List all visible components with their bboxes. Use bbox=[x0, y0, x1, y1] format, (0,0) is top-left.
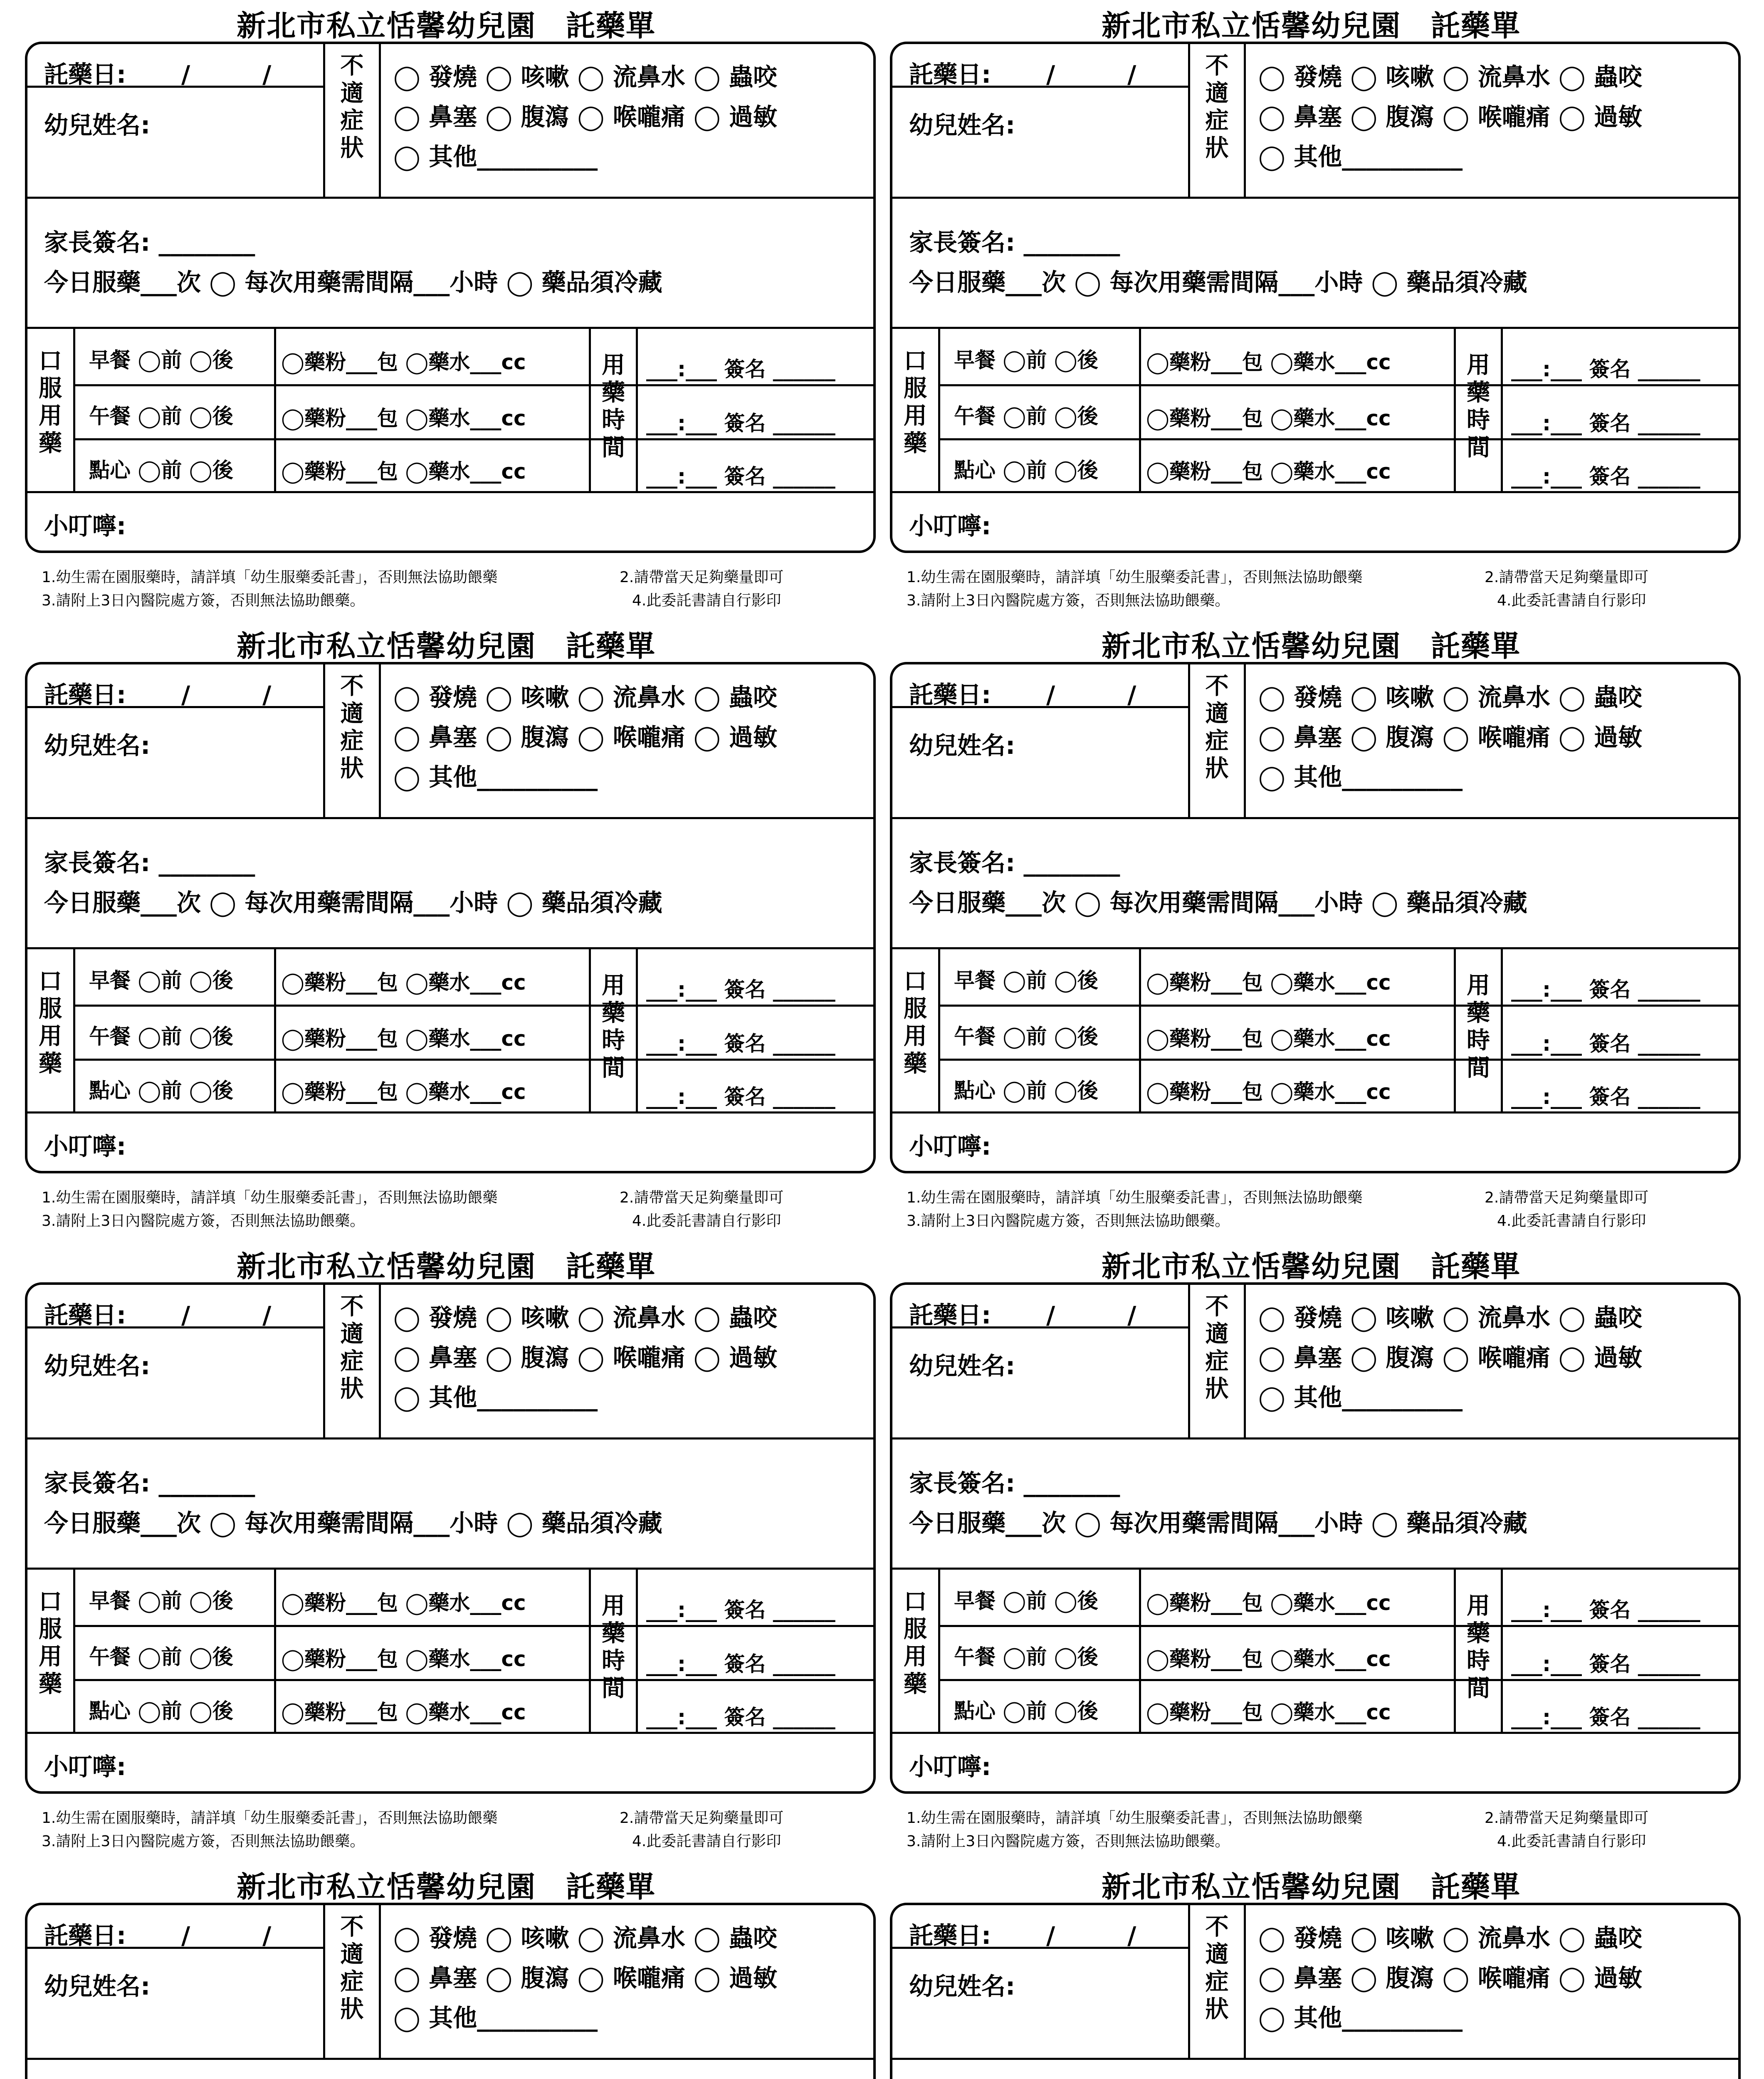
symptom-options-row3[interactable]: ◯ 其他__________ bbox=[1258, 143, 1463, 171]
lunch-time-signature[interactable]: ___:___ 簽名 ______ bbox=[646, 1032, 835, 1056]
form-frame bbox=[25, 662, 876, 1173]
date-label: 託藥日: bbox=[44, 60, 126, 89]
symptom-options-row3[interactable]: ◯ 其他__________ bbox=[393, 763, 598, 791]
footnote-1: 1.幼生需在園服藥時，請詳填「幼生服藥委託書」，否則無法協助餵藥 bbox=[42, 1810, 498, 1827]
footnote-3: 3.請附上3日內醫院處方簽，否則無法協助餵藥。 bbox=[907, 592, 1230, 609]
form-frame bbox=[890, 662, 1741, 1173]
divider-line bbox=[27, 1437, 876, 1439]
medication-time-header: 用 藥 時 間 bbox=[1467, 352, 1490, 461]
date-field[interactable]: / / bbox=[181, 1301, 272, 1329]
symptom-header: 不 適 症 狀 bbox=[1205, 1914, 1229, 2023]
symptom-options-row1[interactable]: ◯ 發燒 ◯ 咳嗽 ◯ 流鼻水 ◯ 蟲咬 bbox=[1258, 1304, 1642, 1332]
breakfast-dose[interactable]: ◯藥粉___包 ◯藥水___cc bbox=[1146, 350, 1391, 374]
divider-line bbox=[1501, 1568, 1503, 1732]
footnote-4: 4.此委託書請自行影印 bbox=[1497, 592, 1646, 609]
symptom-options-row1[interactable]: ◯ 發燒 ◯ 咳嗽 ◯ 流鼻水 ◯ 蟲咬 bbox=[393, 683, 777, 711]
breakfast-time-signature[interactable]: ___:___ 簽名 ______ bbox=[646, 357, 835, 381]
divider-line bbox=[73, 1679, 876, 1681]
lunch-timing[interactable]: 午餐 ◯前 ◯後 bbox=[954, 1025, 1098, 1049]
medication-form-card bbox=[886, 620, 1737, 1238]
breakfast-dose[interactable]: ◯藥粉___包 ◯藥水___cc bbox=[1146, 1591, 1391, 1615]
date-field[interactable]: / / bbox=[1046, 1301, 1136, 1329]
divider-line bbox=[274, 947, 276, 1111]
footnote-2: 2.請帶當天足夠藥量即可 bbox=[620, 569, 784, 586]
medication-form-card bbox=[886, 0, 1737, 618]
divider-line bbox=[73, 1568, 75, 1732]
symptom-header: 不 適 症 狀 bbox=[1205, 52, 1229, 162]
oral-medication-header: 口 服 用 藥 bbox=[904, 1588, 927, 1698]
dosage-instructions[interactable]: 今日服藥___次 ◯ 每次用藥需間隔___小時 ◯ 藥品須冷藏 bbox=[909, 889, 1527, 917]
divider-line bbox=[938, 1059, 1741, 1061]
footnote-3: 3.請附上3日內醫院處方簽，否則無法協助餵藥。 bbox=[42, 1212, 365, 1230]
symptom-options-row2[interactable]: ◯ 鼻塞 ◯ 腹瀉 ◯ 喉嚨痛 ◯ 過敏 bbox=[1258, 723, 1642, 751]
child-name-label: 幼兒姓名: bbox=[44, 111, 151, 139]
breakfast-time-signature[interactable]: ___:___ 簽名 ______ bbox=[1511, 978, 1700, 1002]
reminder-label: 小叮嚀: bbox=[44, 512, 126, 540]
breakfast-dose[interactable]: ◯藥粉___包 ◯藥水___cc bbox=[1146, 970, 1391, 995]
lunch-timing[interactable]: 午餐 ◯前 ◯後 bbox=[954, 1645, 1098, 1669]
snack-timing[interactable]: 點心 ◯前 ◯後 bbox=[89, 1699, 233, 1723]
lunch-timing[interactable]: 午餐 ◯前 ◯後 bbox=[89, 1645, 233, 1669]
footnote-3: 3.請附上3日內醫院處方簽，否則無法協助餵藥。 bbox=[42, 592, 365, 609]
reminder-label: 小叮嚀: bbox=[909, 1132, 991, 1160]
snack-dose[interactable]: ◯藥粉___包 ◯藥水___cc bbox=[1146, 459, 1391, 484]
lunch-dose[interactable]: ◯藥粉___包 ◯藥水___cc bbox=[281, 406, 526, 430]
divider-line bbox=[27, 327, 876, 329]
dosage-instructions[interactable]: 今日服藥___次 ◯ 每次用藥需間隔___小時 ◯ 藥品須冷藏 bbox=[44, 1509, 662, 1537]
footnote-4: 4.此委託書請自行影印 bbox=[1497, 1833, 1646, 1850]
divider-line bbox=[27, 1732, 876, 1734]
footnote-1: 1.幼生需在園服藥時，請詳填「幼生服藥委託書」，否則無法協助餵藥 bbox=[907, 1810, 1363, 1827]
symptom-options-row2[interactable]: ◯ 鼻塞 ◯ 腹瀉 ◯ 喉嚨痛 ◯ 過敏 bbox=[1258, 1343, 1642, 1372]
symptom-header: 不 適 症 狀 bbox=[1205, 1293, 1229, 1402]
lunch-time-signature[interactable]: ___:___ 簽名 ______ bbox=[646, 411, 835, 435]
divider-line bbox=[1501, 947, 1503, 1111]
form-frame bbox=[25, 42, 876, 553]
form-frame bbox=[890, 42, 1741, 553]
parent-signature-field[interactable]: 家長簽名: ________ bbox=[44, 228, 255, 257]
snack-timing[interactable]: 點心 ◯前 ◯後 bbox=[954, 1079, 1098, 1103]
divider-line bbox=[1244, 1905, 1246, 2058]
divider-line bbox=[892, 1568, 1741, 1570]
divider-line bbox=[938, 1568, 940, 1732]
breakfast-timing[interactable]: 早餐 ◯前 ◯後 bbox=[89, 968, 233, 993]
reminder-label: 小叮嚀: bbox=[44, 1753, 126, 1781]
parent-signature-field[interactable]: 家長簽名: ________ bbox=[909, 1469, 1120, 1497]
snack-timing[interactable]: 點心 ◯前 ◯後 bbox=[89, 1079, 233, 1103]
snack-dose[interactable]: ◯藥粉___包 ◯藥水___cc bbox=[281, 1080, 526, 1104]
symptom-options-row2[interactable]: ◯ 鼻塞 ◯ 腹瀉 ◯ 喉嚨痛 ◯ 過敏 bbox=[1258, 103, 1642, 131]
divider-line bbox=[27, 817, 876, 819]
oral-medication-header: 口 服 用 藥 bbox=[39, 1588, 62, 1698]
symptom-options-row3[interactable]: ◯ 其他__________ bbox=[393, 1383, 598, 1412]
symptom-options-row2[interactable]: ◯ 鼻塞 ◯ 腹瀉 ◯ 喉嚨痛 ◯ 過敏 bbox=[393, 1343, 777, 1372]
symptom-options-row1[interactable]: ◯ 發燒 ◯ 咳嗽 ◯ 流鼻水 ◯ 蟲咬 bbox=[393, 63, 777, 91]
breakfast-time-signature[interactable]: ___:___ 簽名 ______ bbox=[1511, 357, 1700, 381]
lunch-timing[interactable]: 午餐 ◯前 ◯後 bbox=[89, 1025, 233, 1049]
divider-line bbox=[938, 384, 1741, 386]
breakfast-time-signature[interactable]: ___:___ 簽名 ______ bbox=[646, 1598, 835, 1622]
divider-line bbox=[1139, 947, 1141, 1111]
medication-form-card bbox=[21, 620, 872, 1238]
symptom-options-row3[interactable]: ◯ 其他__________ bbox=[1258, 1383, 1463, 1412]
divider-line bbox=[73, 1625, 876, 1627]
breakfast-timing[interactable]: 早餐 ◯前 ◯後 bbox=[954, 1589, 1098, 1613]
divider-line bbox=[892, 1111, 1741, 1114]
form-frame bbox=[25, 1282, 876, 1794]
child-name-label: 幼兒姓名: bbox=[44, 1972, 151, 2000]
snack-time-signature[interactable]: ___:___ 簽名 ______ bbox=[646, 1705, 835, 1729]
symptom-options-row3[interactable]: ◯ 其他__________ bbox=[1258, 763, 1463, 791]
snack-time-signature[interactable]: ___:___ 簽名 ______ bbox=[646, 1085, 835, 1109]
divider-line bbox=[379, 1285, 381, 1437]
breakfast-timing[interactable]: 早餐 ◯前 ◯後 bbox=[954, 348, 1098, 372]
symptom-options-row1[interactable]: ◯ 發燒 ◯ 咳嗽 ◯ 流鼻水 ◯ 蟲咬 bbox=[1258, 1924, 1642, 1952]
divider-line bbox=[379, 44, 381, 197]
symptom-header: 不 適 症 狀 bbox=[340, 52, 364, 162]
divider-line bbox=[892, 947, 1741, 949]
divider-line bbox=[1244, 1285, 1246, 1437]
dosage-instructions[interactable]: 今日服藥___次 ◯ 每次用藥需間隔___小時 ◯ 藥品須冷藏 bbox=[909, 1509, 1527, 1537]
snack-time-signature[interactable]: ___:___ 簽名 ______ bbox=[646, 464, 835, 489]
divider-line bbox=[73, 1059, 876, 1061]
footnote-4: 4.此委託書請自行影印 bbox=[632, 1833, 781, 1850]
divider-line bbox=[274, 327, 276, 491]
divider-line bbox=[73, 1005, 876, 1007]
date-field[interactable]: / / bbox=[181, 60, 272, 89]
medication-time-header: 用 藥 時 間 bbox=[602, 972, 625, 1081]
breakfast-timing[interactable]: 早餐 ◯前 ◯後 bbox=[89, 348, 233, 372]
symptom-options-row3[interactable]: ◯ 其他__________ bbox=[393, 143, 598, 171]
footnote-2: 2.請帶當天足夠藥量即可 bbox=[620, 1189, 784, 1206]
divider-line bbox=[938, 327, 940, 491]
divider-line bbox=[27, 491, 876, 493]
breakfast-timing[interactable]: 早餐 ◯前 ◯後 bbox=[954, 968, 1098, 993]
footnote-3: 3.請附上3日內醫院處方簽，否則無法協助餵藥。 bbox=[907, 1212, 1230, 1230]
snack-timing[interactable]: 點心 ◯前 ◯後 bbox=[954, 458, 1098, 482]
divider-line bbox=[636, 327, 638, 491]
parent-signature-field[interactable]: 家長簽名: ________ bbox=[909, 228, 1120, 257]
form-title: 新北市私立恬馨幼兒園 託藥單 bbox=[237, 629, 656, 663]
divider-line bbox=[274, 1568, 276, 1732]
date-field[interactable]: / / bbox=[181, 681, 272, 709]
form-title: 新北市私立恬馨幼兒園 託藥單 bbox=[237, 9, 656, 43]
divider-line bbox=[892, 491, 1741, 493]
lunch-timing[interactable]: 午餐 ◯前 ◯後 bbox=[89, 404, 233, 428]
footnote-2: 2.請帶當天足夠藥量即可 bbox=[620, 1810, 784, 1827]
date-field[interactable]: / / bbox=[1046, 1921, 1136, 1950]
divider-line bbox=[27, 1568, 876, 1570]
breakfast-time-signature[interactable]: ___:___ 簽名 ______ bbox=[1511, 1598, 1700, 1622]
divider-line bbox=[27, 197, 876, 199]
form-title: 新北市私立恬馨幼兒園 託藥單 bbox=[237, 1249, 656, 1284]
date-label: 託藥日: bbox=[909, 60, 991, 89]
breakfast-time-signature[interactable]: ___:___ 簽名 ______ bbox=[646, 978, 835, 1002]
form-title: 新北市私立恬馨幼兒園 託藥單 bbox=[1102, 629, 1521, 663]
divider-line bbox=[73, 947, 75, 1111]
divider-line bbox=[1244, 44, 1246, 197]
child-name-label: 幼兒姓名: bbox=[909, 1352, 1015, 1380]
parent-signature-field[interactable]: 家長簽名: ________ bbox=[44, 1469, 255, 1497]
symptom-options-row2[interactable]: ◯ 鼻塞 ◯ 腹瀉 ◯ 喉嚨痛 ◯ 過敏 bbox=[393, 1964, 777, 1992]
form-title: 新北市私立恬馨幼兒園 託藥單 bbox=[1102, 1870, 1521, 1904]
divider-line bbox=[892, 817, 1741, 819]
snack-timing[interactable]: 點心 ◯前 ◯後 bbox=[89, 458, 233, 482]
date-label: 託藥日: bbox=[44, 1921, 126, 1950]
divider-line bbox=[636, 1568, 638, 1732]
footnote-1: 1.幼生需在園服藥時，請詳填「幼生服藥委託書」，否則無法協助餵藥 bbox=[42, 1189, 498, 1206]
child-name-label: 幼兒姓名: bbox=[909, 111, 1015, 139]
divider-line bbox=[1139, 327, 1141, 491]
date-label: 託藥日: bbox=[44, 681, 126, 709]
breakfast-timing[interactable]: 早餐 ◯前 ◯後 bbox=[89, 1589, 233, 1613]
divider-line bbox=[892, 1437, 1741, 1439]
medication-time-header: 用 藥 時 間 bbox=[1467, 1593, 1490, 1702]
lunch-time-signature[interactable]: ___:___ 簽名 ______ bbox=[1511, 411, 1700, 435]
divider-line bbox=[892, 197, 1741, 199]
child-name-label: 幼兒姓名: bbox=[44, 731, 151, 760]
divider-line bbox=[892, 327, 1741, 329]
form-title: 新北市私立恬馨幼兒園 託藥單 bbox=[237, 1870, 656, 1904]
footnote-2: 2.請帶當天足夠藥量即可 bbox=[1485, 1810, 1649, 1827]
oral-medication-header: 口 服 用 藥 bbox=[904, 968, 927, 1077]
lunch-dose[interactable]: ◯藥粉___包 ◯藥水___cc bbox=[1146, 1027, 1391, 1051]
footnote-3: 3.請附上3日內醫院處方簽，否則無法協助餵藥。 bbox=[42, 1833, 365, 1850]
oral-medication-header: 口 服 用 藥 bbox=[39, 348, 62, 457]
medication-form-card bbox=[21, 1861, 872, 2079]
symptom-header: 不 適 症 狀 bbox=[340, 673, 364, 782]
symptom-options-row3[interactable]: ◯ 其他__________ bbox=[393, 2004, 598, 2032]
divider-line bbox=[73, 384, 876, 386]
lunch-timing[interactable]: 午餐 ◯前 ◯後 bbox=[954, 404, 1098, 428]
form-title: 新北市私立恬馨幼兒園 託藥單 bbox=[1102, 1249, 1521, 1284]
date-field[interactable]: / / bbox=[1046, 681, 1136, 709]
symptom-options-row3[interactable]: ◯ 其他__________ bbox=[1258, 2004, 1463, 2032]
reminder-label: 小叮嚀: bbox=[44, 1132, 126, 1160]
footnote-4: 4.此委託書請自行影印 bbox=[632, 1212, 781, 1230]
date-label: 託藥日: bbox=[909, 681, 991, 709]
oral-medication-header: 口 服 用 藥 bbox=[39, 968, 62, 1077]
date-label: 託藥日: bbox=[909, 1301, 991, 1329]
snack-time-signature[interactable]: ___:___ 簽名 ______ bbox=[1511, 1085, 1700, 1109]
divider-line bbox=[938, 438, 1741, 440]
dosage-instructions[interactable]: 今日服藥___次 ◯ 每次用藥需間隔___小時 ◯ 藥品須冷藏 bbox=[909, 268, 1527, 296]
medication-form-card bbox=[886, 1241, 1737, 1859]
divider-line bbox=[938, 1005, 1741, 1007]
medication-time-header: 用 藥 時 間 bbox=[1467, 972, 1490, 1081]
snack-time-signature[interactable]: ___:___ 簽名 ______ bbox=[1511, 1705, 1700, 1729]
symptom-options-row1[interactable]: ◯ 發燒 ◯ 咳嗽 ◯ 流鼻水 ◯ 蟲咬 bbox=[393, 1924, 777, 1952]
date-label: 託藥日: bbox=[909, 1921, 991, 1950]
snack-dose[interactable]: ◯藥粉___包 ◯藥水___cc bbox=[1146, 1700, 1391, 1724]
dosage-instructions[interactable]: 今日服藥___次 ◯ 每次用藥需間隔___小時 ◯ 藥品須冷藏 bbox=[44, 268, 662, 296]
divider-line bbox=[27, 947, 876, 949]
medication-time-header: 用 藥 時 間 bbox=[602, 1593, 625, 1702]
footnote-4: 4.此委託書請自行影印 bbox=[1497, 1212, 1646, 1230]
lunch-dose[interactable]: ◯藥粉___包 ◯藥水___cc bbox=[281, 1027, 526, 1051]
divider-line bbox=[73, 327, 75, 491]
divider-line bbox=[73, 438, 876, 440]
medication-time-header: 用 藥 時 間 bbox=[602, 352, 625, 461]
snack-dose[interactable]: ◯藥粉___包 ◯藥水___cc bbox=[281, 1700, 526, 1724]
symptom-header: 不 適 症 狀 bbox=[1205, 673, 1229, 782]
parent-signature-field[interactable]: 家長簽名: ________ bbox=[44, 849, 255, 877]
footnote-2: 2.請帶當天足夠藥量即可 bbox=[1485, 569, 1649, 586]
snack-dose[interactable]: ◯藥粉___包 ◯藥水___cc bbox=[1146, 1080, 1391, 1104]
footnote-1: 1.幼生需在園服藥時，請詳填「幼生服藥委託書」，否則無法協助餵藥 bbox=[42, 569, 498, 586]
symptom-options-row1[interactable]: ◯ 發燒 ◯ 咳嗽 ◯ 流鼻水 ◯ 蟲咬 bbox=[1258, 63, 1642, 91]
divider-line bbox=[938, 1625, 1741, 1627]
date-field[interactable]: / / bbox=[181, 1921, 272, 1950]
lunch-dose[interactable]: ◯藥粉___包 ◯藥水___cc bbox=[281, 1647, 526, 1671]
breakfast-dose[interactable]: ◯藥粉___包 ◯藥水___cc bbox=[281, 970, 526, 995]
breakfast-dose[interactable]: ◯藥粉___包 ◯藥水___cc bbox=[281, 350, 526, 374]
child-name-label: 幼兒姓名: bbox=[909, 1972, 1015, 2000]
symptom-options-row2[interactable]: ◯ 鼻塞 ◯ 腹瀉 ◯ 喉嚨痛 ◯ 過敏 bbox=[1258, 1964, 1642, 1992]
reminder-label: 小叮嚀: bbox=[909, 512, 991, 540]
divider-line bbox=[1244, 664, 1246, 817]
symptom-options-row2[interactable]: ◯ 鼻塞 ◯ 腹瀉 ◯ 喉嚨痛 ◯ 過敏 bbox=[393, 103, 777, 131]
footnote-4: 4.此委託書請自行影印 bbox=[632, 592, 781, 609]
divider-line bbox=[938, 1679, 1741, 1681]
lunch-time-signature[interactable]: ___:___ 簽名 ______ bbox=[1511, 1032, 1700, 1056]
divider-line bbox=[379, 1905, 381, 2058]
child-name-label: 幼兒姓名: bbox=[909, 731, 1015, 760]
symptom-options-row1[interactable]: ◯ 發燒 ◯ 咳嗽 ◯ 流鼻水 ◯ 蟲咬 bbox=[1258, 683, 1642, 711]
oral-medication-header: 口 服 用 藥 bbox=[904, 348, 927, 457]
symptom-options-row2[interactable]: ◯ 鼻塞 ◯ 腹瀉 ◯ 喉嚨痛 ◯ 過敏 bbox=[393, 723, 777, 751]
divider-line bbox=[938, 947, 940, 1111]
symptom-header: 不 適 症 狀 bbox=[340, 1293, 364, 1402]
divider-line bbox=[27, 2058, 876, 2060]
divider-line bbox=[892, 1732, 1741, 1734]
breakfast-dose[interactable]: ◯藥粉___包 ◯藥水___cc bbox=[281, 1591, 526, 1615]
parent-signature-field[interactable]: 家長簽名: ________ bbox=[909, 849, 1120, 877]
symptom-options-row1[interactable]: ◯ 發燒 ◯ 咳嗽 ◯ 流鼻水 ◯ 蟲咬 bbox=[393, 1304, 777, 1332]
footnote-3: 3.請附上3日內醫院處方簽，否則無法協助餵藥。 bbox=[907, 1833, 1230, 1850]
symptom-header: 不 適 症 狀 bbox=[340, 1914, 364, 2023]
child-name-label: 幼兒姓名: bbox=[44, 1352, 151, 1380]
lunch-dose[interactable]: ◯藥粉___包 ◯藥水___cc bbox=[1146, 406, 1391, 430]
footnote-1: 1.幼生需在園服藥時，請詳填「幼生服藥委託書」，否則無法協助餵藥 bbox=[907, 569, 1363, 586]
reminder-label: 小叮嚀: bbox=[909, 1753, 991, 1781]
footnote-1: 1.幼生需在園服藥時，請詳填「幼生服藥委託書」，否則無法協助餵藥 bbox=[907, 1189, 1363, 1206]
divider-line bbox=[636, 947, 638, 1111]
dosage-instructions[interactable]: 今日服藥___次 ◯ 每次用藥需間隔___小時 ◯ 藥品須冷藏 bbox=[44, 889, 662, 917]
divider-line bbox=[379, 664, 381, 817]
lunch-time-signature[interactable]: ___:___ 簽名 ______ bbox=[646, 1652, 835, 1676]
medication-form-card bbox=[21, 0, 872, 618]
medication-form-card bbox=[886, 1861, 1737, 2079]
form-frame bbox=[890, 1903, 1741, 2079]
divider-line bbox=[27, 1111, 876, 1114]
snack-dose[interactable]: ◯藥粉___包 ◯藥水___cc bbox=[281, 459, 526, 484]
snack-time-signature[interactable]: ___:___ 簽名 ______ bbox=[1511, 464, 1700, 489]
divider-line bbox=[1139, 1568, 1141, 1732]
form-title: 新北市私立恬馨幼兒園 託藥單 bbox=[1102, 9, 1521, 43]
divider-line bbox=[892, 2058, 1741, 2060]
date-label: 託藥日: bbox=[44, 1301, 126, 1329]
divider-line bbox=[1501, 327, 1503, 491]
date-field[interactable]: / / bbox=[1046, 60, 1136, 89]
snack-timing[interactable]: 點心 ◯前 ◯後 bbox=[954, 1699, 1098, 1723]
footnote-2: 2.請帶當天足夠藥量即可 bbox=[1485, 1189, 1649, 1206]
lunch-time-signature[interactable]: ___:___ 簽名 ______ bbox=[1511, 1652, 1700, 1676]
lunch-dose[interactable]: ◯藥粉___包 ◯藥水___cc bbox=[1146, 1647, 1391, 1671]
medication-form-card bbox=[21, 1241, 872, 1859]
form-frame bbox=[25, 1903, 876, 2079]
form-frame bbox=[890, 1282, 1741, 1794]
